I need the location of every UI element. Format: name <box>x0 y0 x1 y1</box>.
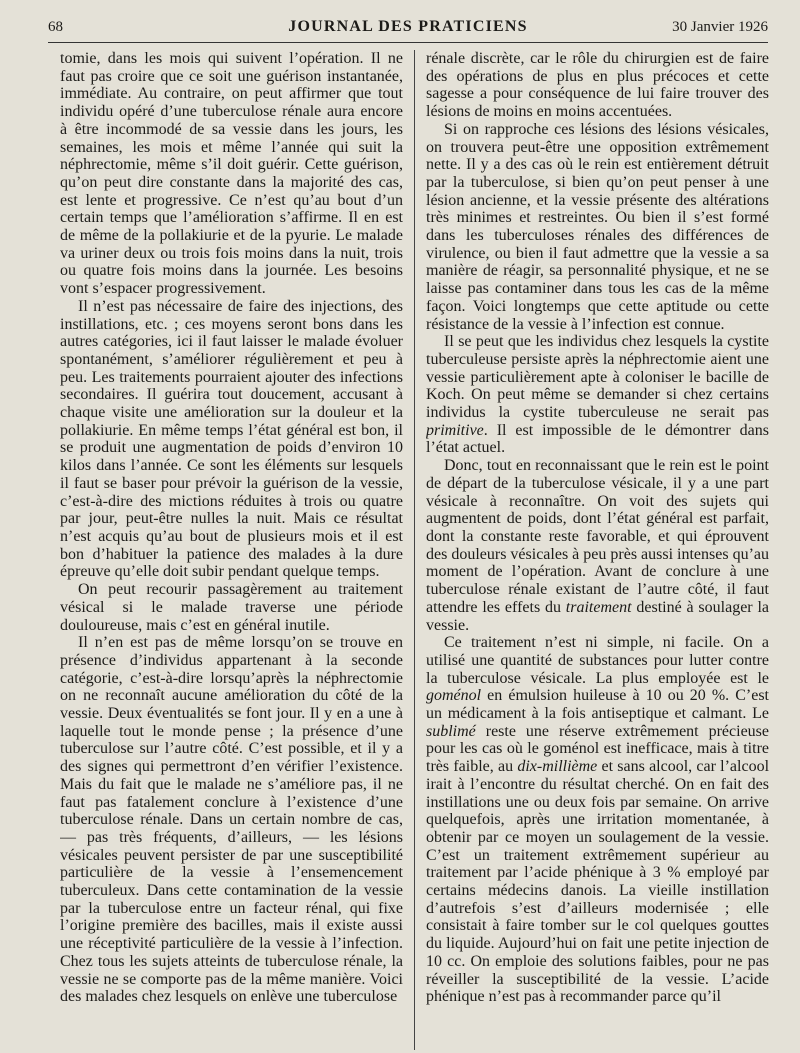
paragraph: On peut recourir passagèrement au traitement vésical si le malade traverse une période douloureuse, mais c’est en général inutile. <box>60 581 403 634</box>
emphasis: dix-millième <box>517 758 598 776</box>
right-column <box>426 50 769 1050</box>
text-run: destiné à soulager la vessie. <box>426 598 769 634</box>
page-number: 68 <box>48 19 63 35</box>
paragraph: Il n’est pas nécessaire de faire des injections, des instillations, etc. ; ces moyens seront bons dans les autres catégories, ici il faut laisser le malade évoluer spontanément, s’améliorer régulièrement et peu à peu. Les traitements pourraient ajouter des infections secondaires. Il guérira tout doucement, accusant à chaque visite une amélioration sur la douleur et la pollakiurie. En même temps l’état général est bon, il se produit une augmentation de poids d’environ 10 kilos dans l’année. Ce sont les éléments sur lesquels il faut se baser pour prévoir la guérison de la vessie, c’est-à-dire des mictions réduites à trois ou quatre par jour, peut-être nulles la nuit. Mais ce résultat n’est acquis qu’au bout de plusieurs mois et il est bon d’habituer la patience des malades à la dure épreuve qu’elle doit subir pendant quelque temps. <box>60 297 403 581</box>
emphasis: traitement <box>565 598 632 616</box>
paragraph: Il n’en est pas de même lorsqu’on se trouve en présence d’individus appartenant à la seconde catégorie, c’est-à-dire lorsqu’après la néphrectomie on ne reconnaît aucune amélioration du côté de la vessie. Deux éventualités se font jour. Il y en a une à laquelle tout le monde pense ; la présence d’une tuberculose sur l’autre côté. C’est possible, et il y a des signes qui permettront d’en vérifier l’existence. Mais du fait que le malade ne s’améliore pas, il ne faut pas fatalement conclure à l’existence d’une tuberculose rénale. Dans un certain nombre de cas, — pas très fréquents, d’ailleurs, — les lésions vésicales peuvent persister de par une susceptibilité particulière de la vessie à l’ensemencement tuberculeux. Dans cette contamination de la vessie par la tuberculose entre un facteur rénal, qui fixe l’origine première des bacilles, mais il existe aussi une réceptivité particulière de la vessie à l’infection. Chez tous les sujets atteints de tuberculose rénale, la vessie ne se comporte pas de la même manière. Voici des malades chez lesquels on enlève une tuberculose <box>60 634 403 1006</box>
text-run: en émulsion huileuse à 10 ou 20 %. C’est un médicament à la fois antiseptique et calmant. Le <box>426 687 769 723</box>
paragraph: tomie, dans les mois qui suivent l’opération. Il ne faut pas croire que ce soit une guérison instantanée, immédiate. Au contraire, on peut affirmer que tout individu opéré d’une tuberculose rénale aura encore à être incommodé de sa vessie dans les jours, les semaines, les mois et même l’année qui suit la néphrectomie, même s’il doit guérir. Cette guérison, qu’on peut dire constante dans la majorité des cas, est lente et progressive. Ce n’est qu’au bout d’un certain temps que l’amélioration s’affirme. Il en est de même de la pollakiurie et de la pyurie. Le malade va uriner deux ou trois fois moins dans la nuit, trois ou quatre fois moins dans la journée. Les besoins vont s’espacer progressivement. <box>60 50 403 298</box>
emphasis: goménol <box>426 687 482 705</box>
left-column <box>60 50 403 1050</box>
paragraph: Si on rapproche ces lésions des lésions vésicales, on trouvera peut-être une opposition extrêmement nette. Il y a des cas où le rein est entièrement détruit par la tuberculose, si bien qu’on peut penser à une lésion ancienne, et la vessie présente des altérations très minimes et restreintes. Ou bien il s’est formé dans les tuberculoses rénales des différences de virulence, ou bien il faut admettre que la vessie a sa manière de réagir, sa personnalité physique, et ne se laisse pas contaminer dans tous les cas de la même façon. Voici longtemps que cette aptitude ou cette résistance de la vessie à l’infection est connue. <box>426 120 769 333</box>
emphasis: primitive <box>426 421 484 439</box>
text-run: Ce traitement n’est ni simple, ni facile. On a utilisé une quantité de substances pour lutter contre la tuberculose vésicale. La plus employée est le <box>426 634 769 687</box>
text-run: . Il est impossible de le démontrer dans l’état actuel. <box>426 421 769 457</box>
journal-title: JOURNAL DES PRATICIENS <box>288 18 528 35</box>
paragraph <box>426 457 769 634</box>
emphasis: sublimé <box>426 722 476 740</box>
column-divider <box>414 50 415 1050</box>
header-rule <box>48 42 768 43</box>
paragraph: rénale discrète, car le rôle du chirurgien est de faire des opérations de plus en plus précoces et cette sagesse a pour conséquence de lui faire trouver des lésions de moins en moins accentuées. <box>426 50 769 121</box>
paragraph <box>426 634 769 1006</box>
text-run: reste une réserve extrêmement précieuse pour les cas où le goménol est inefficace, mais à titre très faible, au <box>426 722 769 776</box>
text-run: et sans alcool, car l’alcool irait à l’encontre du résultat cherché. On en fait des instillations une ou deux fois par semaine. On arrive quelquefois, après une irritation momentanée, à obtenir par ce moyen un soulagement de la vessie. C’est un traitement extrêmement supérieur au traitement par l’acide phénique à 3 % employé par certains médecins danois. La vieille instillation d’autrefois s’est d’ailleurs modernisée ; elle consistait à faire tomber sur le col quelques gouttes du liquide. Aujourd’hui on fait une petite injection de 10 cc. On emploie des solutions faibles, pour ne pas réveiller la susceptibilité de la vessie. L’acide phénique n’est pas à recommander parce qu’il <box>426 758 769 1006</box>
paragraph <box>426 333 769 457</box>
text-run: Donc, tout en reconnaissant que le rein est le point de départ de la tuberculose vésicale, il y a une part vésicale à reconnaître. On voit des sujets qui augmentent de poids, dont l’état général est parfait, dont la constante reste favorable, et qui éprouvent des douleurs vésicales à peu près aussi intenses qu’au moment de l’opération. Avant de conclure à une tuberculose rénale existant de l’autre côté, il faut attendre les effets du <box>426 457 769 616</box>
page-header <box>48 16 768 40</box>
text-run: Il se peut que les individus chez lesquels la cystite tuberculeuse persiste après la néphrectomie aient une vessie particulièrement apte à coloniser le bacille de Koch. On peut même se demander si chez certains individus la cystite tuberculeuse ne serait pas <box>426 333 769 422</box>
issue-date: 30 Janvier 1926 <box>672 19 768 35</box>
